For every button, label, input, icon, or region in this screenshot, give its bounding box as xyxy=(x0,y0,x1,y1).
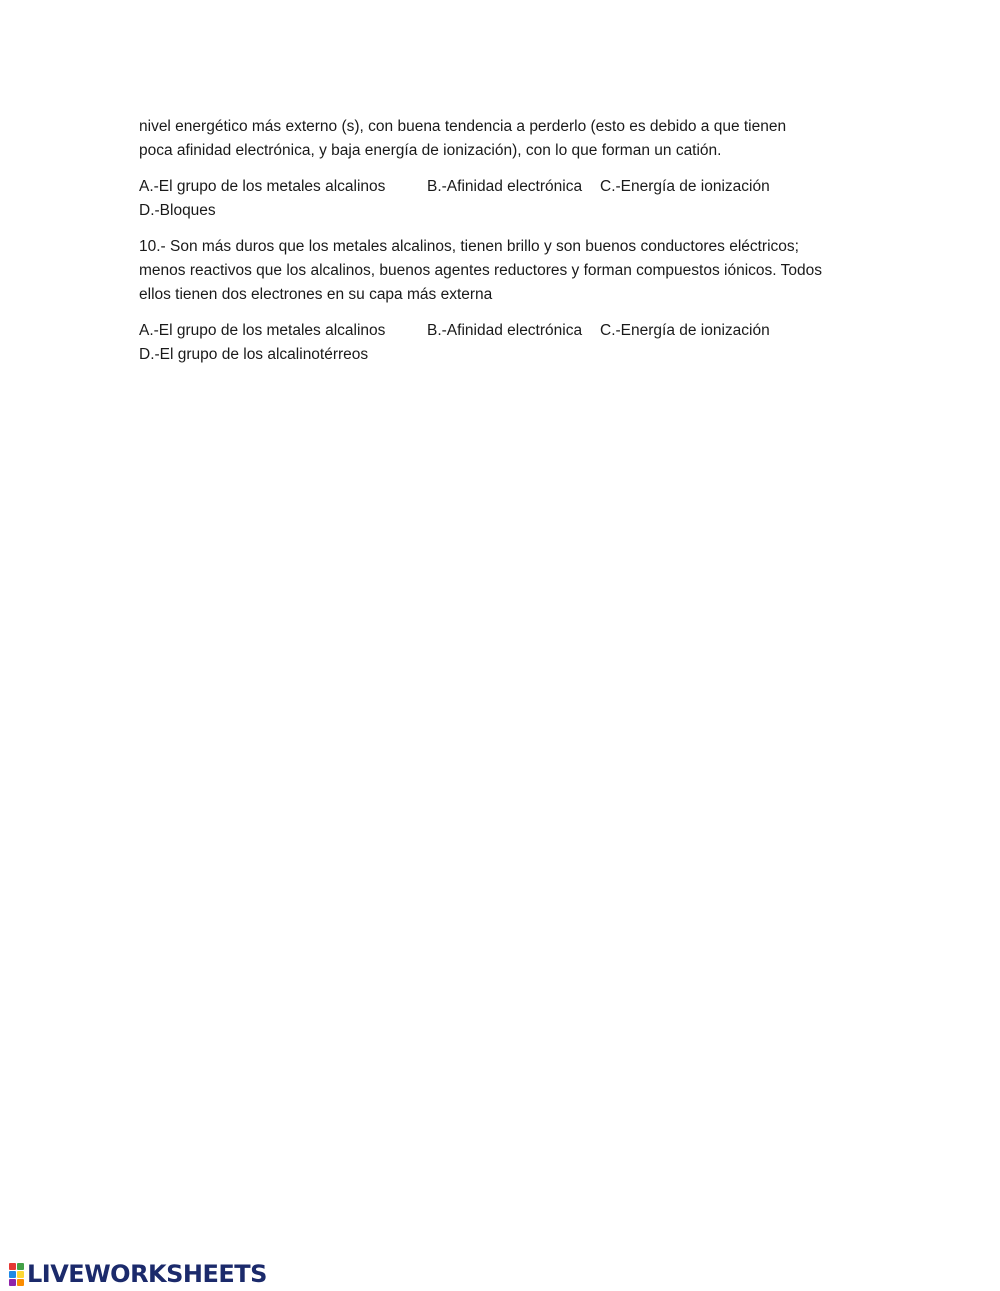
option-c: C.-Energía de ionización xyxy=(600,178,770,195)
text-line: nivel energético más externo (s), con buena tendencia a perderlo (esto es debido a que tienen xyxy=(139,118,787,135)
text-line: menos reactivos que los alcalinos, buenos agentes reductores y forman compuestos iónicos. Todos xyxy=(139,262,822,279)
option-c: C.-Energía de ionización xyxy=(600,322,770,339)
logo-square xyxy=(17,1271,24,1278)
logo-square xyxy=(9,1279,16,1286)
logo-mark-icon xyxy=(9,1263,24,1286)
option-a: A.-El grupo de los metales alcalinos xyxy=(139,322,386,339)
logo-square xyxy=(9,1271,16,1278)
text-line: 10.- Son más duros que los metales alcalinos, tienen brillo y son buenos conductores eléctricos; xyxy=(139,238,799,255)
text-line: ellos tienen dos electrones en su capa más externa xyxy=(139,286,493,303)
question9-options xyxy=(139,175,879,223)
logo-square xyxy=(9,1263,16,1270)
question10-options xyxy=(139,319,879,367)
option-b: B.-Afinidad electrónica xyxy=(427,322,583,339)
logo-square xyxy=(17,1279,24,1286)
option-d: D.-El grupo de los alcalinotérreos xyxy=(139,346,369,363)
question10-text xyxy=(139,235,879,307)
logo-square xyxy=(17,1263,24,1270)
logo-text: LIVEWORKSHEETS xyxy=(27,1260,267,1288)
question9-text xyxy=(139,115,879,163)
option-b: B.-Afinidad electrónica xyxy=(427,178,583,195)
option-a: A.-El grupo de los metales alcalinos xyxy=(139,178,386,195)
option-d: D.-Bloques xyxy=(139,202,216,219)
text-line: poca afinidad electrónica, y baja energía de ionización), con lo que forman un catión. xyxy=(139,142,722,159)
liveworksheets-logo[interactable] xyxy=(9,1259,267,1289)
